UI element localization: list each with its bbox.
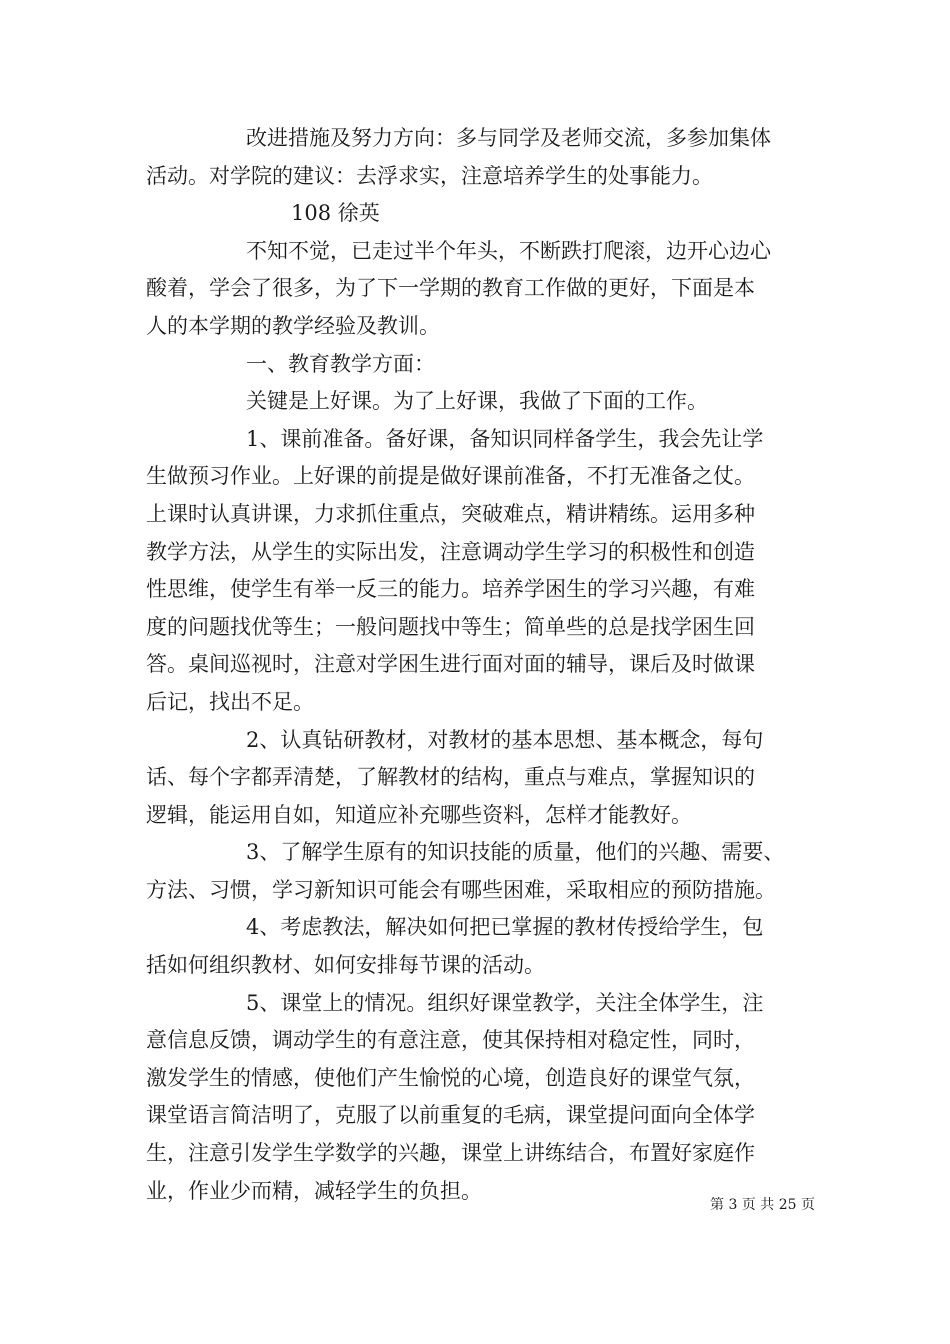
text-line: 1、课前准备。备好课，备知识同样备学生，我会先让学 [246, 426, 764, 451]
body-text [146, 120, 810, 1210]
text-line: 话、每个字都弄清楚，了解教材的结构，重点与难点，掌握知识的 [146, 765, 755, 790]
text-line: 3、了解学生原有的知识技能的质量，他们的兴趣、需要、 [246, 840, 785, 865]
text-line: 方法、习惯，学习新知识可能会有哪些困难，采取相应的预防措施。 [146, 877, 776, 902]
section-heading: 一、教育教学方面： [246, 351, 435, 376]
text-line: 不知不觉，已走过半个年头，不断跌打爬滚，边开心边心 [246, 238, 771, 263]
text-line: 生，注意引发学生学数学的兴趣，课堂上讲练结合，布置好家庭作 [146, 1141, 755, 1166]
text-line: 度的问题找优等生；一般问题找中等生；简单些的总是找学困生回 [146, 614, 755, 639]
text-line: 5、课堂上的情况。组织好课堂教学，关注全体学生，注 [246, 990, 764, 1015]
text-line: 生做预习作业。上好课的前提是做好课前准备，不打无准备之仗。 [146, 464, 755, 489]
text-line: 课堂语言简洁明了，克服了以前重复的毛病，课堂提问面向全体学 [146, 1103, 755, 1128]
text-line: 括如何组织教材、如何安排每节课的活动。 [146, 953, 545, 978]
text-line: 人的本学期的教学经验及教训。 [146, 313, 440, 338]
text-line: 酸着，学会了很多，为了下一学期的教育工作做的更好，下面是本 [146, 276, 755, 301]
text-line: 意信息反馈，调动学生的有意注意，使其保持相对稳定性，同时， [146, 1028, 755, 1053]
text-line: 活动。对学院的建议：去浮求实，注意培养学生的处事能力。 [146, 163, 713, 188]
text-line: 性思维，使学生有举一反三的能力。培养学困生的学习兴趣，有难 [146, 577, 755, 602]
page-number: 第 3 页 共 25 页 [710, 1197, 815, 1213]
text-line: 逻辑，能运用自如，知道应补充哪些资料，怎样才能教好。 [146, 802, 692, 827]
text-line: 答。桌间巡视时，注意对学困生进行面对面的辅导，课后及时做课 [146, 652, 755, 677]
text-line: 教学方法，从学生的实际出发，注意调动学生学习的积极性和创造 [146, 539, 755, 564]
text-line: 关键是上好课。为了上好课，我做了下面的工作。 [246, 389, 708, 414]
text-line: 激发学生的情感，使他们产生愉悦的心境，创造良好的课堂气氛， [146, 1065, 755, 1090]
text-line: 改进措施及努力方向：多与同学及老师交流，多参加集体 [246, 126, 771, 150]
text-line: 业，作业少而精，减轻学生的负担。 [146, 1178, 482, 1203]
text-line: 后记，找出不足。 [146, 689, 314, 714]
author-line: 108 徐英 [291, 201, 380, 226]
text-line: 上课时认真讲课，力求抓住重点，突破难点，精讲精练。运用多种 [146, 501, 755, 526]
text-line: 2、认真钻研教材，对教材的基本思想、基本概念，每句 [246, 727, 764, 752]
text-line: 4、考虑教法，解决如何把已掌握的教材传授给学生，包 [246, 915, 764, 940]
